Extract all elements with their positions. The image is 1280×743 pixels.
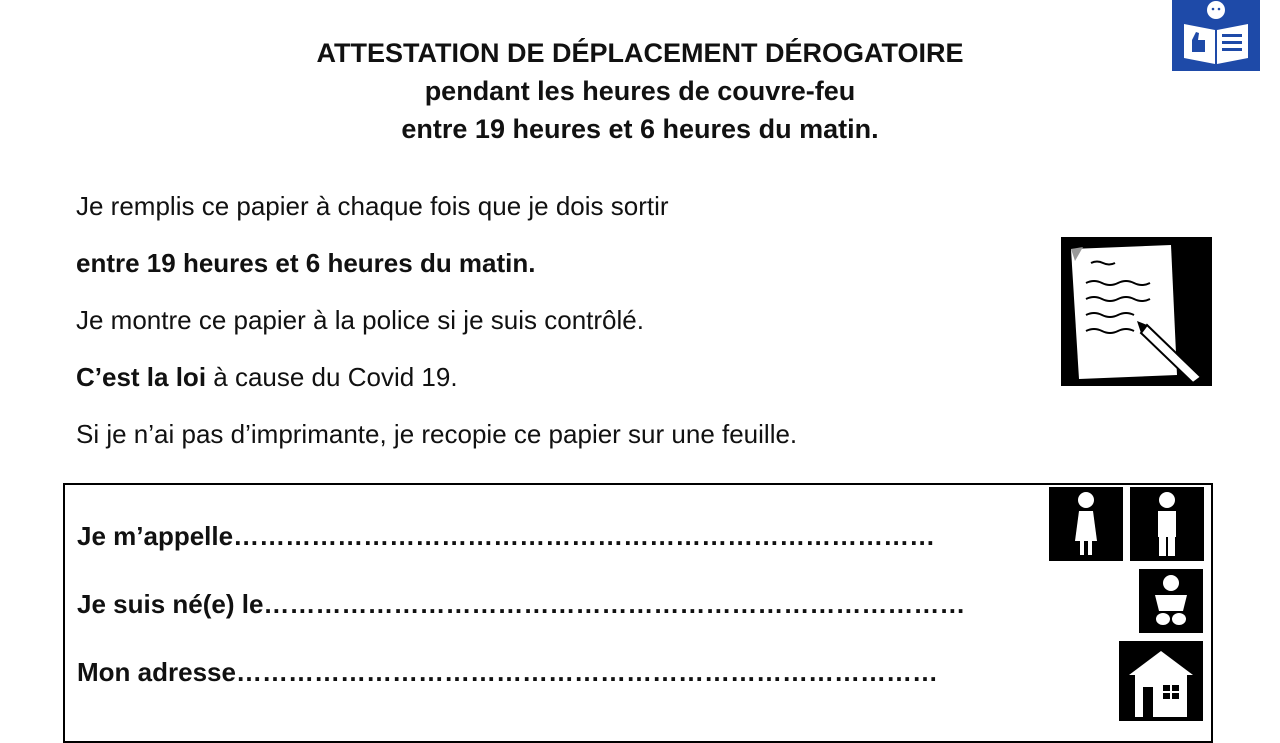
document-pen-icon (1061, 237, 1212, 386)
name-field[interactable] (77, 521, 1045, 552)
intro-text (76, 186, 797, 471)
name-dots: ……………………………………………………………………… (233, 521, 936, 551)
birth-label: Je suis né(e) le (77, 589, 264, 619)
intro-line-5: Si je n’ai pas d’imprimante, je recopie ce papier sur une feuille. (76, 419, 798, 449)
title-line-3: entre 19 heures et 6 heures du matin. (401, 114, 879, 144)
intro-line-1: Je remplis ce papier à chaque fois que je dois sortir (76, 191, 669, 221)
title-line-2: pendant les heures de couvre-feu (424, 76, 856, 106)
birth-dots: ……………………………………………………………………… (263, 589, 966, 619)
easy-to-read-icon (1172, 0, 1260, 71)
house-icon (1119, 641, 1203, 721)
name-label: Je m’appelle (77, 521, 234, 551)
document-title (0, 34, 1280, 148)
woman-icon (1049, 487, 1123, 561)
baby-icon (1139, 569, 1203, 633)
birth-field[interactable] (77, 589, 1137, 620)
address-dots: ……………………………………………………………………… (235, 657, 938, 687)
address-label: Mon adresse (77, 657, 236, 687)
title-line-1: ATTESTATION DE DÉPLACEMENT DÉROGATOIRE (316, 38, 964, 68)
man-icon (1130, 487, 1204, 561)
address-field[interactable] (77, 657, 1113, 688)
form-box (63, 483, 1213, 743)
intro-line-4: C’est la loi à cause du Covid 19. (76, 362, 458, 392)
intro-line-3: Je montre ce papier à la police si je suis contrôlé. (76, 305, 644, 335)
intro-line-2: entre 19 heures et 6 heures du matin. (76, 248, 536, 278)
